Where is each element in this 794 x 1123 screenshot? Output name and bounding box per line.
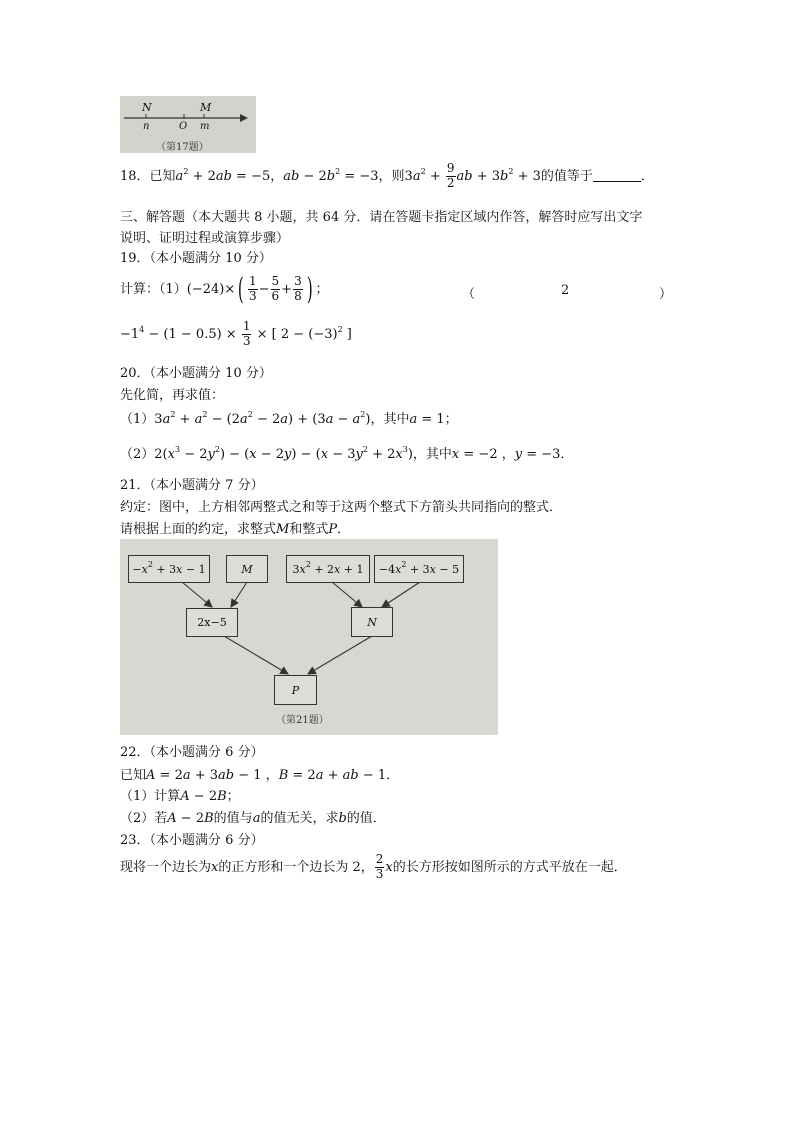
section-3-line2: 说明、证明过程或演算步骤） [120, 231, 290, 246]
q19-paren-open: （ [462, 287, 476, 302]
figure-17-number-line [120, 96, 256, 153]
q22-given: 已知A = 2a + 3ab − 1 ，B = 2a + ab − 1． [120, 768, 400, 783]
box-expr-3: $-4x^2 + 3x - 5$ [374, 555, 464, 583]
q20-header: 20．（本小题满分 10 分） [120, 366, 272, 381]
question-18: 18．已知$a^2 + 2ab = -5$，ab − $2b^2 = -3$，则$3a^2$ + $\frac{9}{2}$ ab + $3b^2 + 3$的值等于 ． [120, 161, 654, 190]
q20-intro: 先化简，再求值： [120, 388, 225, 403]
q23-text-pre: 现将一个边长为 [120, 859, 212, 875]
q19-num2: 2 [561, 283, 570, 298]
q23-header: 23．（本小题满分 6 分） [120, 833, 264, 848]
q18-then: ，则 [378, 168, 405, 184]
box-2x-minus-5: 2x−5 [186, 608, 238, 637]
q20-p1-cond: ，其中 [370, 412, 410, 427]
q18-sep: ， [270, 168, 284, 184]
q20-part2: $(2)2(x^3 - 2y^2) - (x - 2y) - (x - 3y^2 + 2x^3)$，其中x = −2 ，y = −3． [120, 445, 574, 462]
q22-p1-label: （1）计算 [120, 789, 181, 804]
q20-p1-label: （1） [120, 412, 155, 427]
q21-task-and: 和整式 [289, 522, 329, 537]
q21-rule: 约定：图中，上方相邻两整式之和等于这两个整式下方箭头共同指向的整式． [120, 500, 563, 515]
label-n: n [143, 121, 150, 132]
q23-text: 现将一个边长为x的正方形和一个边长为 2， $\frac{2}{3}$ x的长方形按如图所示的方式平放在一起． [120, 852, 627, 881]
q22-part1: （1）计算A − 2B； [120, 789, 240, 804]
q21-header: 21．（本小题满分 7 分） [120, 478, 264, 493]
label-N: N [142, 101, 152, 114]
q19-paren-close: ） [659, 287, 673, 302]
q19-part2: $-1^4 - (1 - 0.5)$ × $\frac{1}{3}$ × [ $2 - (-3)^2$ ] [120, 319, 352, 348]
figure-21-diagram [120, 539, 498, 735]
label-M: M [200, 101, 212, 114]
box-P: P [274, 675, 317, 705]
q22-p2-end: 的值． [346, 811, 386, 826]
figure-17-caption: （第17题） [156, 142, 209, 153]
q22-given-label: 已知 [120, 768, 147, 783]
figure-21-caption: （第21题） [276, 715, 329, 726]
box-expr-2: $3x^2 + 2x + 1$ [286, 555, 370, 583]
q20-p2-cond: ，其中 [412, 447, 452, 462]
q18-tail: 的值等于 [540, 168, 593, 184]
q18-num: 18．已知 [120, 168, 176, 184]
q19-part1: 计算：（1）(−24)×( $\frac{1}{3}$ − $\frac{5}{6}$ + $\frac{3}{8}$ ) ； [120, 272, 329, 307]
q22-p2-pre: （2）若 [120, 811, 168, 826]
q20-p2-label: （2） [120, 447, 155, 462]
label-m: m [200, 121, 210, 132]
box-N: N [351, 607, 393, 637]
section-3-line1: 三、解答题（本大题共 8 小题，共 64 分．请在答题卡指定区域内作答，解答时应写出文字 [120, 210, 643, 225]
q23-text-tail: 的长方形按如图所示的方式平放在一起． [392, 859, 627, 875]
box-M: M [226, 555, 268, 583]
label-O: O [179, 121, 188, 132]
q22-p2-tail: 的值无关，求 [260, 811, 339, 826]
q22-header: 22．（本小题满分 6 分） [120, 745, 264, 760]
q21-task-pre: 请根据上面的约定，求整式 [120, 522, 277, 537]
q19-calc-label: 计算：（1） [120, 282, 187, 297]
q20-part1: $(1)3a^2 + a^2 - (2a^2 - 2a) + (3a - a^2)$，其中a = 1； [120, 410, 458, 427]
answer-blank[interactable] [593, 169, 641, 182]
q22-part2: （2）若A − 2B的值与a的值无关，求b的值． [120, 811, 386, 826]
q22-p2-mid: 的值与 [213, 811, 253, 826]
q23-text-mid: 的正方形和一个边长为 2， [218, 859, 374, 875]
q21-task: 请根据上面的约定，求整式M和整式P． [120, 522, 351, 537]
q19-header: 19．（本小题满分 10 分） [120, 251, 272, 266]
box-expr-1: $-x^2 + 3x - 1$ [128, 555, 210, 583]
